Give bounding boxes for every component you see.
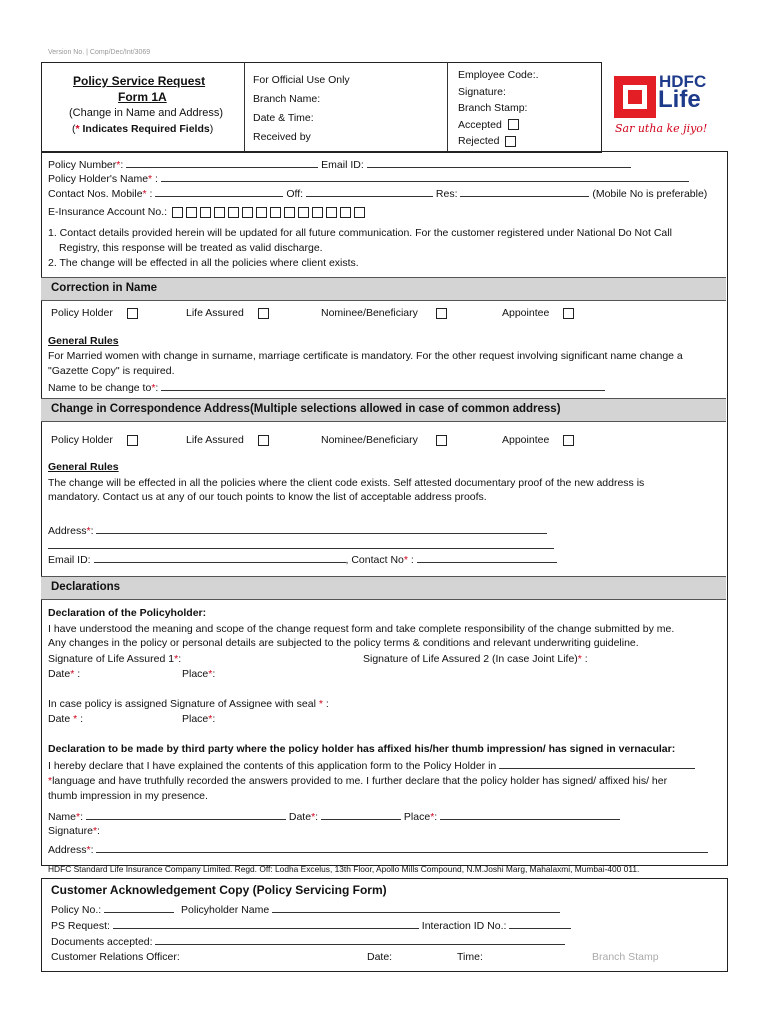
residence-phone-field[interactable] [460,186,589,197]
ph-declaration-text: I have understood the meaning and scope of the change request form and take complete responsibility of the change submitted by me. Any changes in the policy or personal details are subjected to the policy terms & conditions and relevant underwriting guideline. [48,623,675,649]
company-footer: HDFC Standard Life Insurance Company Limited. Regd. Off: Lodha Excelus, 13th Floor, Apollo Mills Compound, N.M.Joshi Marg, Mahalaxmi, Mumbai-400 011. [48,864,640,874]
address-email-field[interactable] [94,552,346,563]
address-row: Address*: [48,523,547,537]
name-option-nominee[interactable]: Nominee/Beneficiary [321,307,447,319]
holder-name-row: Policy Holder's Name* : [48,171,689,185]
new-name-field[interactable] [161,380,605,391]
ack-holder-field[interactable] [272,902,560,913]
employee-block: Employee Code:. Signature: Branch Stamp: Accepted Rejected [458,69,539,147]
ack-time[interactable]: Time: [457,951,483,963]
language-field[interactable] [499,758,695,769]
version-text: Version No. | Comp/Dec/Int/3069 [48,49,151,56]
ack-policy-row: Policy No.: Policyholder Name [51,902,560,916]
address-rules-title: General Rules [48,461,119,473]
sig-life-assured-1[interactable]: Signature of Life Assured 1*: [48,653,182,665]
ack-interaction-field[interactable] [509,918,571,929]
address-field[interactable] [96,523,547,534]
official-use: For Official Use Only Branch Name: Date & Time: Received by [253,74,350,143]
ack-request-field[interactable] [113,918,419,929]
name-option-appointee[interactable]: Appointee [502,307,574,319]
contact-row: Contact Nos. Mobile* : Off: Res: (Mobile No is preferable) [48,188,708,200]
addr-option-policy-holder[interactable]: Policy Holder [51,434,138,446]
ack-officer[interactable]: Customer Relations Officer: [51,951,180,963]
address-line-2[interactable] [48,548,554,549]
form-title: Policy Service Request [73,74,206,88]
assignee-signature[interactable]: In case policy is assigned Signature of Assignee with seal * : [48,698,329,710]
name-option-policy-holder[interactable]: Policy Holder [51,307,138,319]
hdfc-life-logo: HDFC Life Sar utha ke jiyo! [615,72,708,135]
required-note: (* Indicates Required Fields) [72,123,214,135]
ph-declaration-title: Declaration of the Policyholder: [48,607,207,619]
tp-date-field[interactable] [321,809,401,820]
tp-address-field[interactable] [96,842,708,853]
ack-branch-stamp: Branch Stamp [592,951,659,963]
addr-option-nominee[interactable]: Nominee/Beneficiary [321,434,447,446]
accepted-checkbox[interactable] [508,119,519,130]
third-party-name-row: Name*: Date*: Place*: [48,809,620,823]
form-number: Form 1A [118,90,167,104]
date-2[interactable]: Date * : [48,713,84,725]
ack-policy-field[interactable] [104,902,174,913]
ack-title: Customer Acknowledgement Copy (Policy Servicing Form) [51,883,387,897]
tp-place-field[interactable] [440,809,620,820]
form-subtitle: (Change in Name and Address) [69,107,224,119]
name-rules-text: For Married women with change in surname, marriage certificate is mandatory. For the other request involving significant name change a "Gazette Copy" is required. [48,350,683,377]
address-section-header: Change in Correspondence Address(Multiple selections allowed in case of common address) [41,398,726,422]
tp-name-field[interactable] [86,809,286,820]
holder-name-field[interactable] [161,171,689,182]
policy-number-row: Policy Number*: Email ID: [48,157,631,171]
sig-life-assured-2[interactable]: Signature of Life Assured 2 (In case Joint Life)* : [363,653,588,665]
einsurance-boxes[interactable] [172,206,368,218]
ack-documents-field[interactable] [155,934,565,945]
declarations-header: Declarations [41,576,726,600]
place-1[interactable]: Place*: [182,668,216,680]
name-change-row: Name to be change to*: [48,380,605,394]
tp-address-row: Address*: [48,842,708,856]
addr-option-life-assured[interactable]: Life Assured [186,434,269,446]
name-option-life-assured[interactable]: Life Assured [186,307,269,319]
place-2[interactable]: Place*: [182,713,216,725]
policy-number-field[interactable] [126,157,318,168]
policy-notes: 1. Contact details provided herein will be updated for all future communication. For the customer registered under National Do Not Call Registry, this response will be treated as valid discharge. 2. The change will be effected in all the policies where client exists. [48,227,672,269]
tp-signature[interactable]: Signature*: [48,825,100,837]
ack-documents-row: Documents accepted: [51,934,565,948]
third-party-text-1: I hereby declare that I have explained the contents of this application form to the Policy Holder in [48,758,695,772]
name-section-header: Correction in Name [41,277,726,301]
name-rules-title: General Rules [48,335,119,347]
third-party-title: Declaration to be made by third party where the policy holder has affixed his/her thumb impression/ has signed in vernacular: [48,743,676,755]
third-party-text-2: *language and have truthfully recorded the answers provided to me. I further declare that the policy holder has signed/ affixed his/ her thumb impression in my presence. [48,775,668,802]
address-contact-field[interactable] [417,552,557,563]
addr-option-appointee[interactable]: Appointee [502,434,574,446]
ack-date[interactable]: Date: [367,951,393,963]
office-phone-field[interactable] [306,186,433,197]
ack-request-row: PS Request: Interaction ID No.: [51,918,571,932]
address-rules-text: The change will be effected in all the policies where the client code exists. Self attested documentary proof of the new address is mandatory. Contact us at any of our touch points to know the list of acceptable address proofs. [48,477,645,503]
address-contact-row: Email ID: , Contact No* : [48,552,557,566]
mobile-field[interactable] [155,186,283,197]
email-field[interactable] [367,157,631,168]
date-1[interactable]: Date* : [48,668,81,680]
rejected-checkbox[interactable] [505,136,516,147]
einsurance-row: E-Insurance Account No.: [48,206,368,218]
